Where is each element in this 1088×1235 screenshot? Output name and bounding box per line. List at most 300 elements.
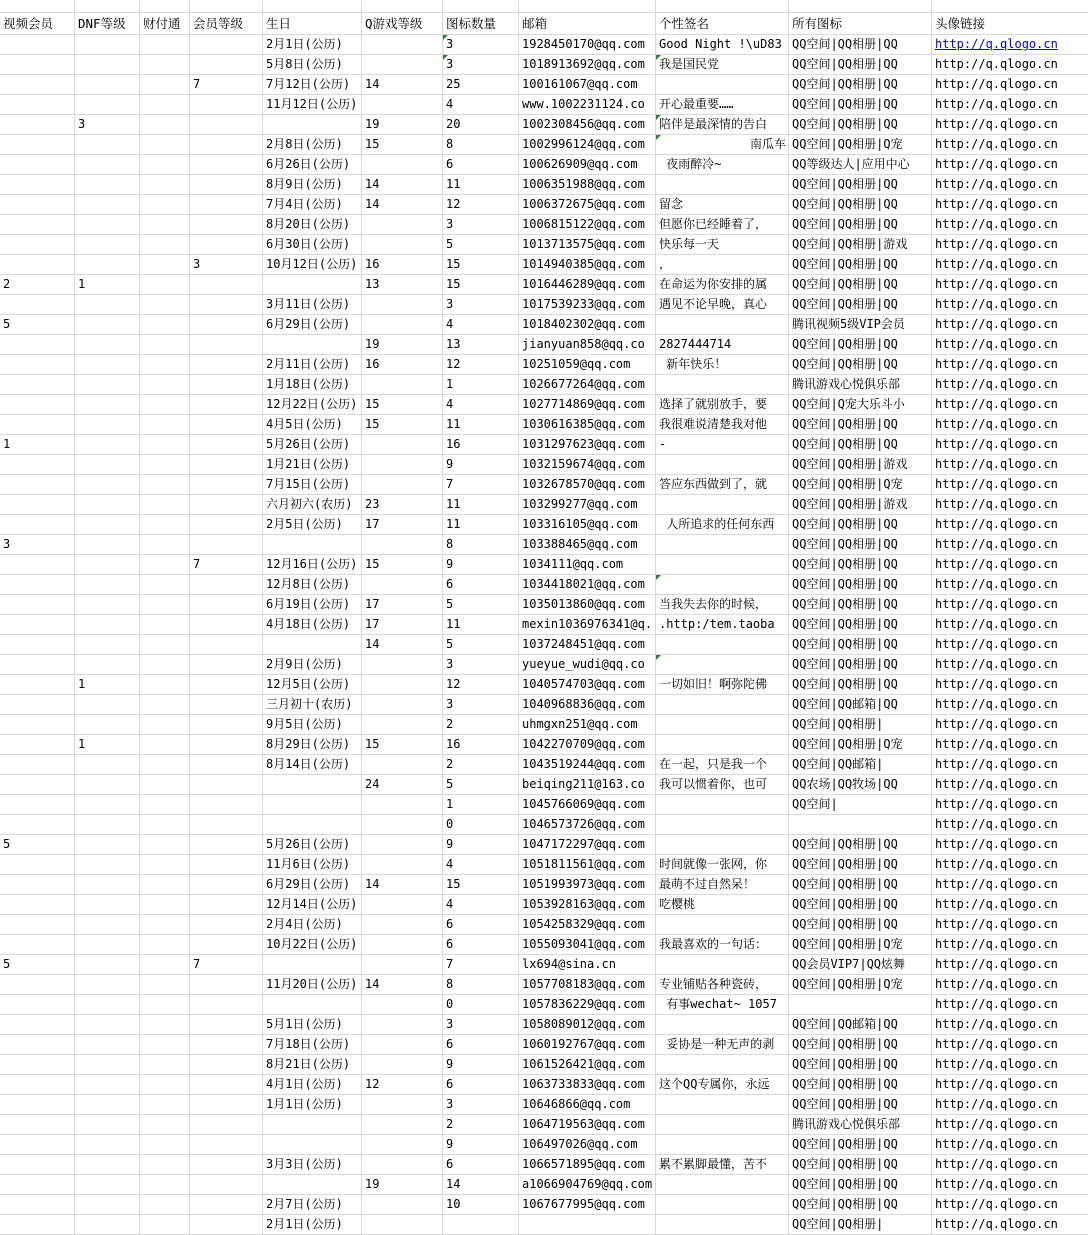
cell-all-icons[interactable]: QQ空间|QQ相册|QQ [789,75,932,95]
cell-member-level[interactable] [190,375,263,395]
cell-member-level[interactable] [190,975,263,995]
cell-tenpay[interactable] [140,1095,190,1115]
cell-icon-count[interactable]: 20 [443,115,519,135]
cell-email[interactable]: 1017539233@qq.com [519,295,656,315]
cell-signature[interactable]: 在命运为你安排的属 [656,275,789,295]
cell-dnf-level[interactable] [75,375,140,395]
cell-qgame-level[interactable] [362,695,443,715]
cell-dnf-level[interactable] [75,875,140,895]
cell-tenpay[interactable] [140,1055,190,1075]
cell-signature[interactable] [656,915,789,935]
cell-birthday[interactable]: 7月15日(公历) [263,475,362,495]
cell-tenpay[interactable] [140,95,190,115]
cell-member-level[interactable] [190,275,263,295]
cell-tenpay[interactable] [140,555,190,575]
cell-member-level[interactable] [190,155,263,175]
cell-icon-count[interactable]: 6 [443,1035,519,1055]
cell-icon-count[interactable]: 9 [443,555,519,575]
cell-qgame-level[interactable] [362,55,443,75]
cell-email[interactable]: 1061526421@qq.com [519,1055,656,1075]
header-member-level[interactable]: 会员等级 [190,13,263,35]
cell-member-level[interactable] [190,815,263,835]
cell-all-icons[interactable]: QQ空间|Q宠大乐斗小 [789,395,932,415]
cell-member-level[interactable] [190,875,263,895]
cell-member-level[interactable] [190,915,263,935]
cell-birthday[interactable]: 12月8日(公历) [263,575,362,595]
cell-birthday[interactable]: 4月1日(公历) [263,1075,362,1095]
cell-icon-count[interactable]: 8 [443,975,519,995]
cell-signature[interactable]: 人所追求的任何东西 [656,515,789,535]
cell-qgame-level[interactable] [362,935,443,955]
cell-all-icons[interactable]: QQ空间|QQ相册|游戏 [789,455,932,475]
cell-member-level[interactable] [190,1175,263,1195]
cell-all-icons[interactable]: QQ空间|QQ相册|QQ [789,95,932,115]
cell-video-vip[interactable] [0,1075,75,1095]
cell-dnf-level[interactable] [75,255,140,275]
cell-dnf-level[interactable]: 1 [75,735,140,755]
cell-email[interactable] [519,0,656,13]
cell-qgame-level[interactable]: 16 [362,355,443,375]
cell-avatar-link[interactable]: http://q.qlogo.cn [932,1135,1088,1155]
cell-video-vip[interactable]: 5 [0,955,75,975]
cell-avatar-link[interactable]: http://q.qlogo.cn [932,615,1088,635]
cell-tenpay[interactable] [140,795,190,815]
cell-video-vip[interactable] [0,55,75,75]
cell-tenpay[interactable] [140,395,190,415]
cell-dnf-level[interactable] [75,335,140,355]
cell-email[interactable]: a1066904769@qq.com [519,1175,656,1195]
cell-all-icons[interactable]: QQ空间|QQ相册|QQ [789,555,932,575]
cell-dnf-level[interactable] [75,295,140,315]
cell-dnf-level[interactable] [75,435,140,455]
cell-video-vip[interactable] [0,615,75,635]
cell-all-icons[interactable]: QQ空间|QQ相册|QQ [789,615,932,635]
cell-dnf-level[interactable] [75,695,140,715]
cell-qgame-level[interactable] [362,1215,443,1235]
header-icon-count[interactable]: 图标数量 [443,13,519,35]
cell-all-icons[interactable]: 腾讯视频5级VIP会员 [789,315,932,335]
cell-dnf-level[interactable] [75,495,140,515]
cell-tenpay[interactable] [140,835,190,855]
cell-icon-count[interactable]: 16 [443,735,519,755]
cell-birthday[interactable] [263,335,362,355]
cell-qgame-level[interactable] [362,95,443,115]
cell-video-vip[interactable] [0,395,75,415]
cell-tenpay[interactable] [140,655,190,675]
cell-tenpay[interactable] [140,75,190,95]
cell-icon-count[interactable]: 8 [443,135,519,155]
cell-all-icons[interactable]: QQ空间|QQ相册|QQ [789,595,932,615]
cell-signature[interactable]: - [656,435,789,455]
cell-qgame-level[interactable]: 15 [362,555,443,575]
cell-birthday[interactable] [263,815,362,835]
cell-dnf-level[interactable] [75,1175,140,1195]
cell-avatar-link[interactable]: http://q.qlogo.cn [932,395,1088,415]
cell-avatar-link[interactable]: http://q.qlogo.cn [932,375,1088,395]
cell-tenpay[interactable] [140,195,190,215]
cell-signature[interactable] [656,175,789,195]
cell-all-icons[interactable]: QQ空间|QQ相册|游戏 [789,495,932,515]
cell-avatar-link[interactable]: http://q.qlogo.cn [932,1195,1088,1215]
cell-qgame-level[interactable] [362,315,443,335]
cell-birthday[interactable]: 2月8日(公历) [263,135,362,155]
cell-all-icons[interactable]: QQ空间|QQ相册|QQ [789,875,932,895]
cell-qgame-level[interactable]: 23 [362,495,443,515]
cell-video-vip[interactable]: 2 [0,275,75,295]
cell-avatar-link[interactable]: http://q.qlogo.cn [932,295,1088,315]
cell-icon-count[interactable]: 1 [443,795,519,815]
cell-avatar-link[interactable]: http://q.qlogo.cn [932,755,1088,775]
cell-member-level[interactable] [190,295,263,315]
cell-all-icons[interactable]: QQ空间|QQ相册|Q宠 [789,735,932,755]
cell-qgame-level[interactable]: 15 [362,395,443,415]
cell-signature[interactable]: 累不累脚最懂，苦不 [656,1155,789,1175]
cell-avatar-link[interactable]: http://q.qlogo.cn [932,195,1088,215]
cell-member-level[interactable] [190,755,263,775]
cell-dnf-level[interactable] [75,1215,140,1235]
cell-tenpay[interactable] [140,155,190,175]
cell-member-level[interactable] [190,595,263,615]
cell-all-icons[interactable]: QQ空间|QQ相册|QQ [789,1035,932,1055]
cell-icon-count[interactable]: 11 [443,615,519,635]
cell-video-vip[interactable] [0,355,75,375]
cell-signature[interactable] [656,555,789,575]
cell-dnf-level[interactable] [75,35,140,55]
cell-email[interactable]: 1040574703@qq.com [519,675,656,695]
cell-qgame-level[interactable]: 19 [362,1175,443,1195]
cell-dnf-level[interactable] [75,535,140,555]
cell-tenpay[interactable] [140,435,190,455]
cell-qgame-level[interactable] [362,1095,443,1115]
cell-qgame-level[interactable] [362,715,443,735]
cell-signature[interactable] [656,795,789,815]
header-email[interactable]: 邮箱 [519,13,656,35]
cell-qgame-level[interactable]: 13 [362,275,443,295]
cell-dnf-level[interactable]: 1 [75,275,140,295]
cell-tenpay[interactable] [140,955,190,975]
cell-video-vip[interactable] [0,215,75,235]
cell-video-vip[interactable] [0,595,75,615]
cell-avatar-link[interactable]: http://q.qlogo.cn [932,155,1088,175]
cell-tenpay[interactable] [140,355,190,375]
cell-all-icons[interactable]: QQ空间|QQ相册|QQ [789,1175,932,1195]
cell-all-icons[interactable]: QQ空间|QQ相册|Q宠 [789,975,932,995]
cell-email[interactable]: 1928450170@qq.com [519,35,656,55]
cell-all-icons[interactable]: QQ空间|QQ相册|QQ [789,435,932,455]
cell-dnf-level[interactable]: 1 [75,675,140,695]
cell-video-vip[interactable] [0,935,75,955]
cell-dnf-level[interactable] [75,715,140,735]
cell-signature[interactable] [656,375,789,395]
cell-video-vip[interactable] [0,135,75,155]
cell-video-vip[interactable]: 1 [0,435,75,455]
cell-avatar-link[interactable]: http://q.qlogo.cn [932,1055,1088,1075]
cell-tenpay[interactable] [140,875,190,895]
cell-video-vip[interactable] [0,515,75,535]
cell-tenpay[interactable] [140,675,190,695]
cell-video-vip[interactable] [0,75,75,95]
cell-avatar-link[interactable]: http://q.qlogo.cn [932,655,1088,675]
cell-email[interactable]: 1051993973@qq.com [519,875,656,895]
cell-member-level[interactable] [190,895,263,915]
cell-tenpay[interactable] [140,1015,190,1035]
cell-qgame-level[interactable] [362,675,443,695]
cell-email[interactable] [519,1215,656,1235]
cell-icon-count[interactable]: 5 [443,595,519,615]
cell-member-level[interactable] [190,575,263,595]
header-signature[interactable]: 个性签名 [656,13,789,35]
cell-qgame-level[interactable]: 19 [362,335,443,355]
cell-signature[interactable] [656,75,789,95]
cell-email[interactable]: 1040968836@qq.com [519,695,656,715]
cell-avatar-link[interactable]: http://q.qlogo.cn [932,875,1088,895]
cell-icon-count[interactable]: 15 [443,255,519,275]
cell-birthday[interactable]: 9月5日(公历) [263,715,362,735]
cell-all-icons[interactable]: QQ空间|QQ相册|Q宠 [789,935,932,955]
cell-avatar-link[interactable]: http://q.qlogo.cn [932,1095,1088,1115]
cell-birthday[interactable]: 3月3日(公历) [263,1155,362,1175]
cell-email[interactable]: 1051811561@qq.com [519,855,656,875]
cell-qgame-level[interactable] [362,815,443,835]
cell-all-icons[interactable]: QQ等级达人|应用中心 [789,155,932,175]
cell-video-vip[interactable] [0,1135,75,1155]
cell-avatar-link[interactable]: http://q.qlogo.cn [932,55,1088,75]
cell-video-vip[interactable] [0,815,75,835]
cell-email[interactable]: 1002996124@qq.com [519,135,656,155]
cell-avatar-link[interactable]: http://q.qlogo.cn [932,575,1088,595]
cell-birthday[interactable]: 6月30日(公历) [263,235,362,255]
cell-icon-count[interactable]: 3 [443,35,519,55]
cell-signature[interactable] [656,0,789,13]
cell-member-level[interactable] [190,135,263,155]
cell-dnf-level[interactable] [75,855,140,875]
cell-signature[interactable]: 我很难说清楚我对他 [656,415,789,435]
cell-video-vip[interactable] [0,655,75,675]
cell-member-level[interactable]: 7 [190,955,263,975]
cell-tenpay[interactable] [140,115,190,135]
cell-all-icons[interactable]: QQ空间|QQ相册|QQ [789,335,932,355]
cell-signature[interactable] [656,1175,789,1195]
cell-avatar-link[interactable]: http://q.qlogo.cn [932,115,1088,135]
cell-all-icons[interactable] [789,995,932,1015]
cell-avatar-link[interactable] [932,0,1088,13]
cell-signature[interactable]: 我是国民党 [656,55,789,75]
cell-email[interactable]: 1064719563@qq.com [519,1115,656,1135]
cell-email[interactable]: 1042270709@qq.com [519,735,656,755]
cell-email[interactable]: 1032159674@qq.com [519,455,656,475]
cell-all-icons[interactable]: QQ空间|QQ相册|QQ [789,55,932,75]
cell-dnf-level[interactable] [75,795,140,815]
cell-signature[interactable] [656,655,789,675]
cell-birthday[interactable]: 5月26日(公历) [263,435,362,455]
cell-icon-count[interactable]: 4 [443,315,519,335]
cell-icon-count[interactable]: 11 [443,495,519,515]
cell-tenpay[interactable] [140,575,190,595]
cell-signature[interactable]: 最萌不过自然呆！ [656,875,789,895]
cell-tenpay[interactable] [140,1175,190,1195]
cell-birthday[interactable]: 12月14日(公历) [263,895,362,915]
cell-icon-count[interactable]: 6 [443,575,519,595]
cell-member-level[interactable] [190,655,263,675]
cell-all-icons[interactable]: QQ空间|QQ相册|QQ [789,515,932,535]
cell-dnf-level[interactable] [75,235,140,255]
cell-tenpay[interactable] [140,615,190,635]
cell-video-vip[interactable] [0,915,75,935]
cell-qgame-level[interactable]: 12 [362,1075,443,1095]
cell-qgame-level[interactable]: 17 [362,615,443,635]
cell-qgame-level[interactable]: 15 [362,415,443,435]
cell-email[interactable]: 1047172297@qq.com [519,835,656,855]
cell-signature[interactable] [656,835,789,855]
cell-dnf-level[interactable] [75,0,140,13]
cell-icon-count[interactable]: 6 [443,935,519,955]
cell-icon-count[interactable]: 3 [443,695,519,715]
cell-qgame-level[interactable] [362,575,443,595]
cell-email[interactable]: 1054258329@qq.com [519,915,656,935]
cell-qgame-level[interactable] [362,955,443,975]
cell-signature[interactable] [656,815,789,835]
cell-tenpay[interactable] [140,895,190,915]
cell-video-vip[interactable] [0,495,75,515]
cell-qgame-level[interactable] [362,235,443,255]
cell-member-level[interactable] [190,935,263,955]
cell-icon-count[interactable]: 2 [443,1115,519,1135]
cell-member-level[interactable] [190,615,263,635]
cell-qgame-level[interactable]: 14 [362,75,443,95]
cell-qgame-level[interactable]: 14 [362,635,443,655]
cell-tenpay[interactable] [140,175,190,195]
cell-avatar-link[interactable]: http://q.qlogo.cn [932,975,1088,995]
cell-avatar-link[interactable]: http://q.qlogo.cn [932,895,1088,915]
cell-dnf-level[interactable] [75,975,140,995]
cell-icon-count[interactable]: 4 [443,395,519,415]
cell-birthday[interactable]: 11月6日(公历) [263,855,362,875]
cell-avatar-link[interactable]: http://q.qlogo.cn [932,355,1088,375]
cell-qgame-level[interactable]: 24 [362,775,443,795]
cell-email[interactable]: 1034111@qq.com [519,555,656,575]
cell-signature[interactable]: 当我失去你的时候， [656,595,789,615]
cell-birthday[interactable]: 4月5日(公历) [263,415,362,435]
cell-video-vip[interactable] [0,1215,75,1235]
cell-avatar-link[interactable]: http://q.qlogo.cn [932,555,1088,575]
cell-tenpay[interactable] [140,35,190,55]
cell-dnf-level[interactable] [75,95,140,115]
cell-signature[interactable]: 新年快乐！ [656,355,789,375]
cell-dnf-level[interactable] [75,475,140,495]
cell-qgame-level[interactable] [362,1035,443,1055]
cell-tenpay[interactable] [140,0,190,13]
cell-icon-count[interactable]: 0 [443,995,519,1015]
cell-qgame-level[interactable] [362,1155,443,1175]
cell-birthday[interactable]: 2月11日(公历) [263,355,362,375]
cell-tenpay[interactable] [140,995,190,1015]
cell-icon-count[interactable]: 6 [443,155,519,175]
cell-all-icons[interactable]: QQ空间|QQ相册|QQ [789,215,932,235]
cell-icon-count[interactable]: 25 [443,75,519,95]
cell-tenpay[interactable] [140,635,190,655]
cell-icon-count[interactable]: 0 [443,815,519,835]
cell-all-icons[interactable]: QQ空间|QQ相册|QQ [789,295,932,315]
cell-qgame-level[interactable] [362,535,443,555]
cell-member-level[interactable] [190,1135,263,1155]
cell-birthday[interactable]: 8月21日(公历) [263,1055,362,1075]
cell-birthday[interactable] [263,795,362,815]
cell-member-level[interactable] [190,455,263,475]
cell-video-vip[interactable] [0,195,75,215]
cell-tenpay[interactable] [140,535,190,555]
cell-email[interactable]: lx694@sina.cn [519,955,656,975]
cell-signature[interactable]: 妥协是一种无声的剥 [656,1035,789,1055]
cell-icon-count[interactable]: 9 [443,1135,519,1155]
cell-icon-count[interactable]: 4 [443,855,519,875]
cell-video-vip[interactable] [0,255,75,275]
cell-icon-count[interactable]: 3 [443,1015,519,1035]
cell-signature[interactable]: 夜雨醉冷~ [656,155,789,175]
cell-video-vip[interactable] [0,1015,75,1035]
cell-qgame-level[interactable] [362,915,443,935]
cell-all-icons[interactable]: QQ空间|QQ相册|QQ [789,855,932,875]
cell-icon-count[interactable]: 14 [443,1175,519,1195]
cell-avatar-link[interactable]: http://q.qlogo.cn [932,835,1088,855]
cell-birthday[interactable]: 10月22日(公历) [263,935,362,955]
cell-signature[interactable]: 陪伴是最深情的告白 [656,115,789,135]
cell-avatar-link[interactable] [932,35,1088,55]
cell-dnf-level[interactable] [75,1015,140,1035]
cell-signature[interactable] [656,455,789,475]
cell-video-vip[interactable] [0,975,75,995]
cell-signature[interactable] [656,955,789,975]
cell-member-level[interactable] [190,995,263,1015]
cell-avatar-link[interactable]: http://q.qlogo.cn [932,515,1088,535]
cell-email[interactable]: uhmgxn251@qq.com [519,715,656,735]
cell-tenpay[interactable] [140,495,190,515]
cell-dnf-level[interactable] [75,1095,140,1115]
cell-icon-count[interactable]: 5 [443,235,519,255]
cell-qgame-level[interactable] [362,1195,443,1215]
cell-signature[interactable] [656,495,789,515]
cell-tenpay[interactable] [140,515,190,535]
cell-birthday[interactable]: 6月29日(公历) [263,875,362,895]
cell-icon-count[interactable]: 3 [443,1095,519,1115]
cell-avatar-link[interactable]: http://q.qlogo.cn [932,1215,1088,1235]
cell-email[interactable]: 1031297623@qq.com [519,435,656,455]
cell-video-vip[interactable]: 5 [0,315,75,335]
cell-video-vip[interactable] [0,555,75,575]
cell-icon-count[interactable]: 3 [443,215,519,235]
cell-birthday[interactable] [263,1135,362,1155]
cell-birthday[interactable]: 1月18日(公历) [263,375,362,395]
cell-icon-count[interactable]: 4 [443,895,519,915]
cell-signature[interactable] [656,1215,789,1235]
cell-all-icons[interactable] [789,0,932,13]
cell-birthday[interactable]: 2月1日(公历) [263,35,362,55]
cell-avatar-link[interactable]: http://q.qlogo.cn [932,535,1088,555]
cell-tenpay[interactable] [140,855,190,875]
cell-member-level[interactable] [190,215,263,235]
cell-email[interactable]: 1006372675@qq.com [519,195,656,215]
cell-member-level[interactable] [190,235,263,255]
cell-member-level[interactable] [190,495,263,515]
cell-member-level[interactable] [190,355,263,375]
cell-dnf-level[interactable] [75,1155,140,1175]
cell-video-vip[interactable] [0,1115,75,1135]
cell-member-level[interactable] [190,115,263,135]
cell-tenpay[interactable] [140,715,190,735]
cell-video-vip[interactable] [0,1195,75,1215]
cell-member-level[interactable] [190,1195,263,1215]
cell-all-icons[interactable]: QQ空间|QQ相册|QQ [789,835,932,855]
cell-dnf-level[interactable] [75,635,140,655]
